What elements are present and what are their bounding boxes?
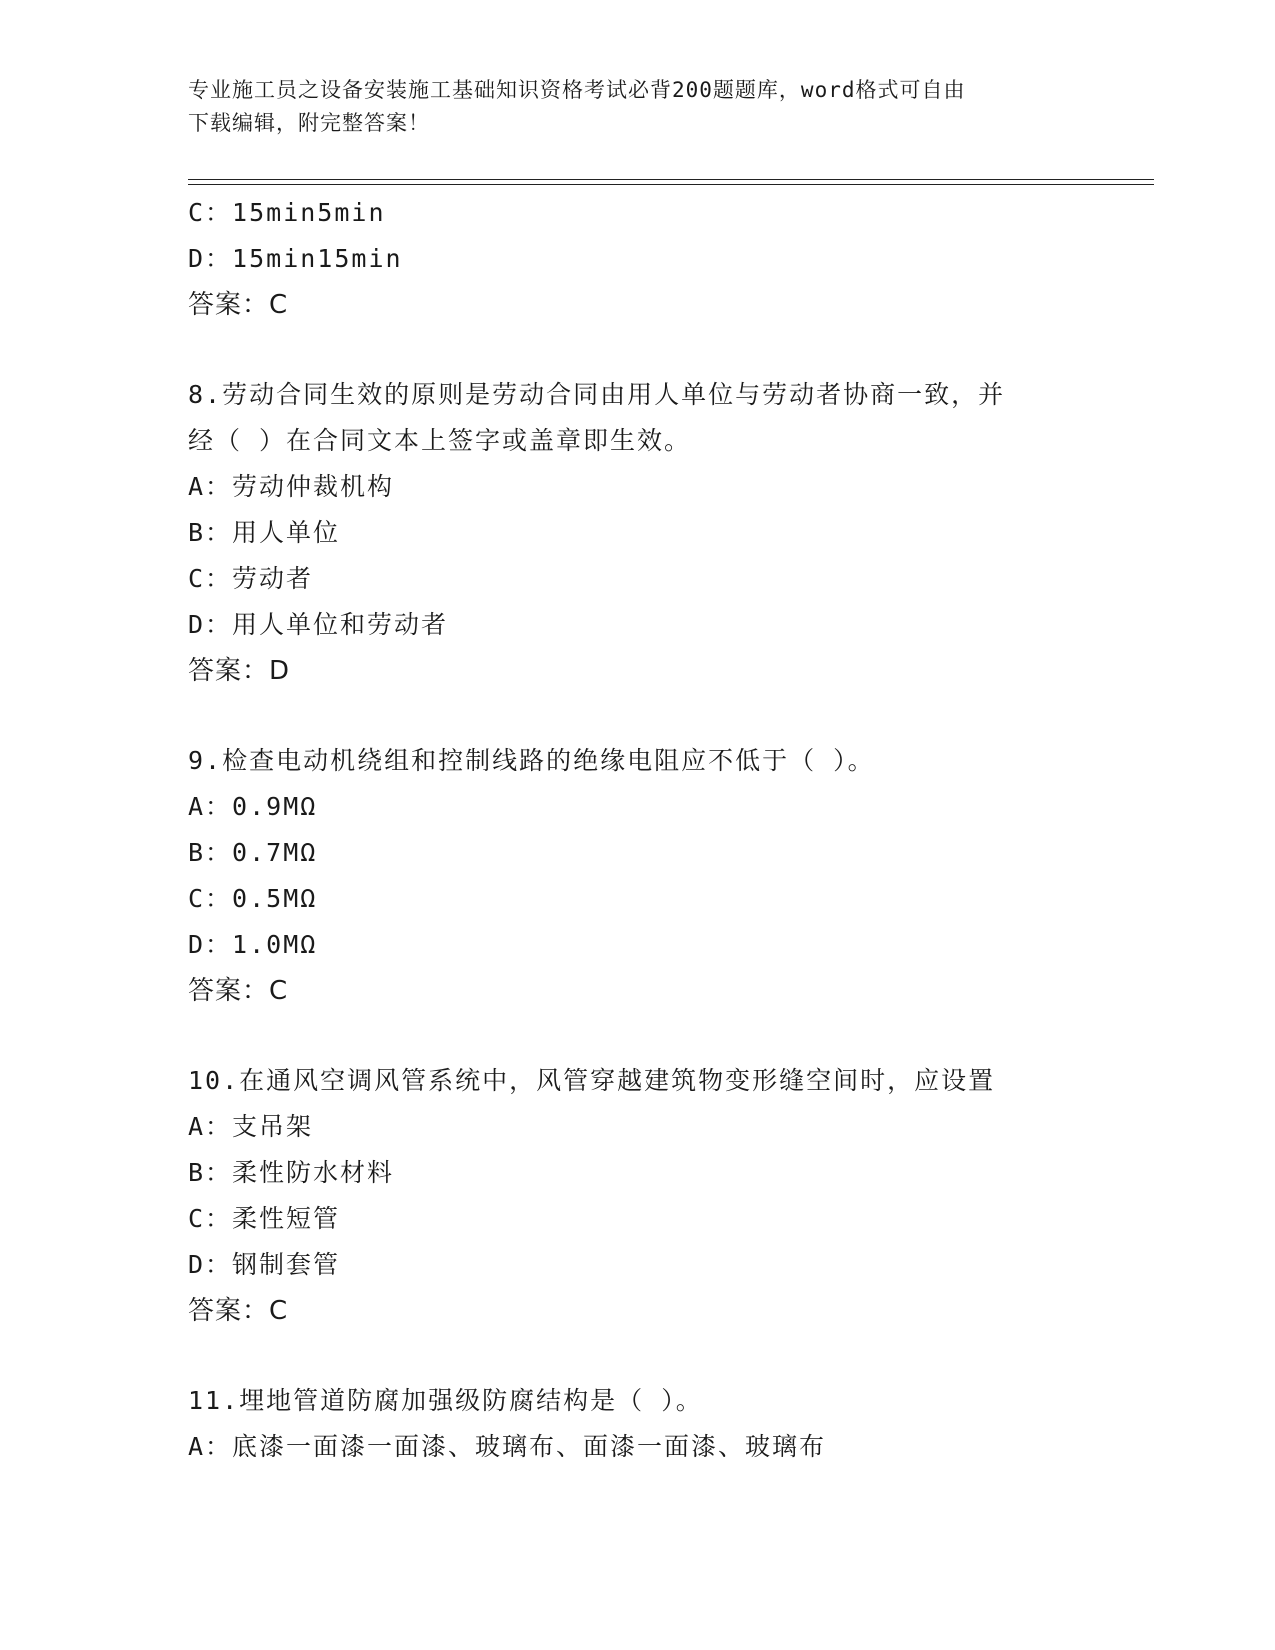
question-7-tail <box>188 190 1088 328</box>
option-a: A：支吊架 <box>188 1112 314 1141</box>
question-stem-line: 9.检查电动机绕组和控制线路的绝缘电阻应不低于（ ）。 <box>188 746 875 775</box>
answer-line: 答案：D <box>188 656 291 686</box>
header-divider-top <box>188 179 1154 180</box>
question-9 <box>188 738 1088 1014</box>
option-d: D：1.0MΩ <box>188 930 318 959</box>
answer-line: 答案：C <box>188 290 289 320</box>
option-b: B：用人单位 <box>188 518 341 547</box>
option-a: A：底漆一面漆一面漆、玻璃布、面漆一面漆、玻璃布 <box>188 1432 827 1461</box>
option-d: D：钢制套管 <box>188 1250 341 1279</box>
question-stem-line: 8.劳动合同生效的原则是劳动合同由用人单位与劳动者协商一致，并 <box>188 380 1006 409</box>
question-stem-line: 11.埋地管道防腐加强级防腐结构是（ ）。 <box>188 1386 703 1415</box>
answer-line: 答案：C <box>188 1296 289 1326</box>
document-header <box>188 74 1068 140</box>
spacer <box>188 1334 1088 1378</box>
question-stem-line: 10.在通风空调风管系统中，风管穿越建筑物变形缝空间时，应设置 <box>188 1066 996 1095</box>
option-d: D：用人单位和劳动者 <box>188 610 449 639</box>
option-c: C：0.5MΩ <box>188 884 318 913</box>
question-8 <box>188 372 1088 694</box>
question-stem-line: 经（ ）在合同文本上签字或盖章即生效。 <box>188 426 692 455</box>
option-b: B：柔性防水材料 <box>188 1158 395 1187</box>
spacer <box>188 694 1088 738</box>
spacer <box>188 328 1088 372</box>
option-a: A：0.9MΩ <box>188 792 318 821</box>
option-c: C：柔性短管 <box>188 1204 341 1233</box>
header-line-2: 下载编辑，附完整答案！ <box>188 111 430 135</box>
header-line-1: 专业施工员之设备安装施工基础知识资格考试必背200题题库，word格式可自由 <box>188 78 966 102</box>
question-list <box>188 190 1088 1470</box>
option-a: A：劳动仲裁机构 <box>188 472 395 501</box>
spacer <box>188 1014 1088 1058</box>
question-11 <box>188 1378 1088 1470</box>
option-b: B：0.7MΩ <box>188 838 318 867</box>
option-c: C：劳动者 <box>188 564 314 593</box>
option-c: C：15min5min <box>188 198 386 227</box>
answer-line: 答案：C <box>188 976 289 1006</box>
option-d: D：15min15min <box>188 244 403 273</box>
question-10 <box>188 1058 1088 1334</box>
header-divider-bottom <box>188 184 1154 185</box>
